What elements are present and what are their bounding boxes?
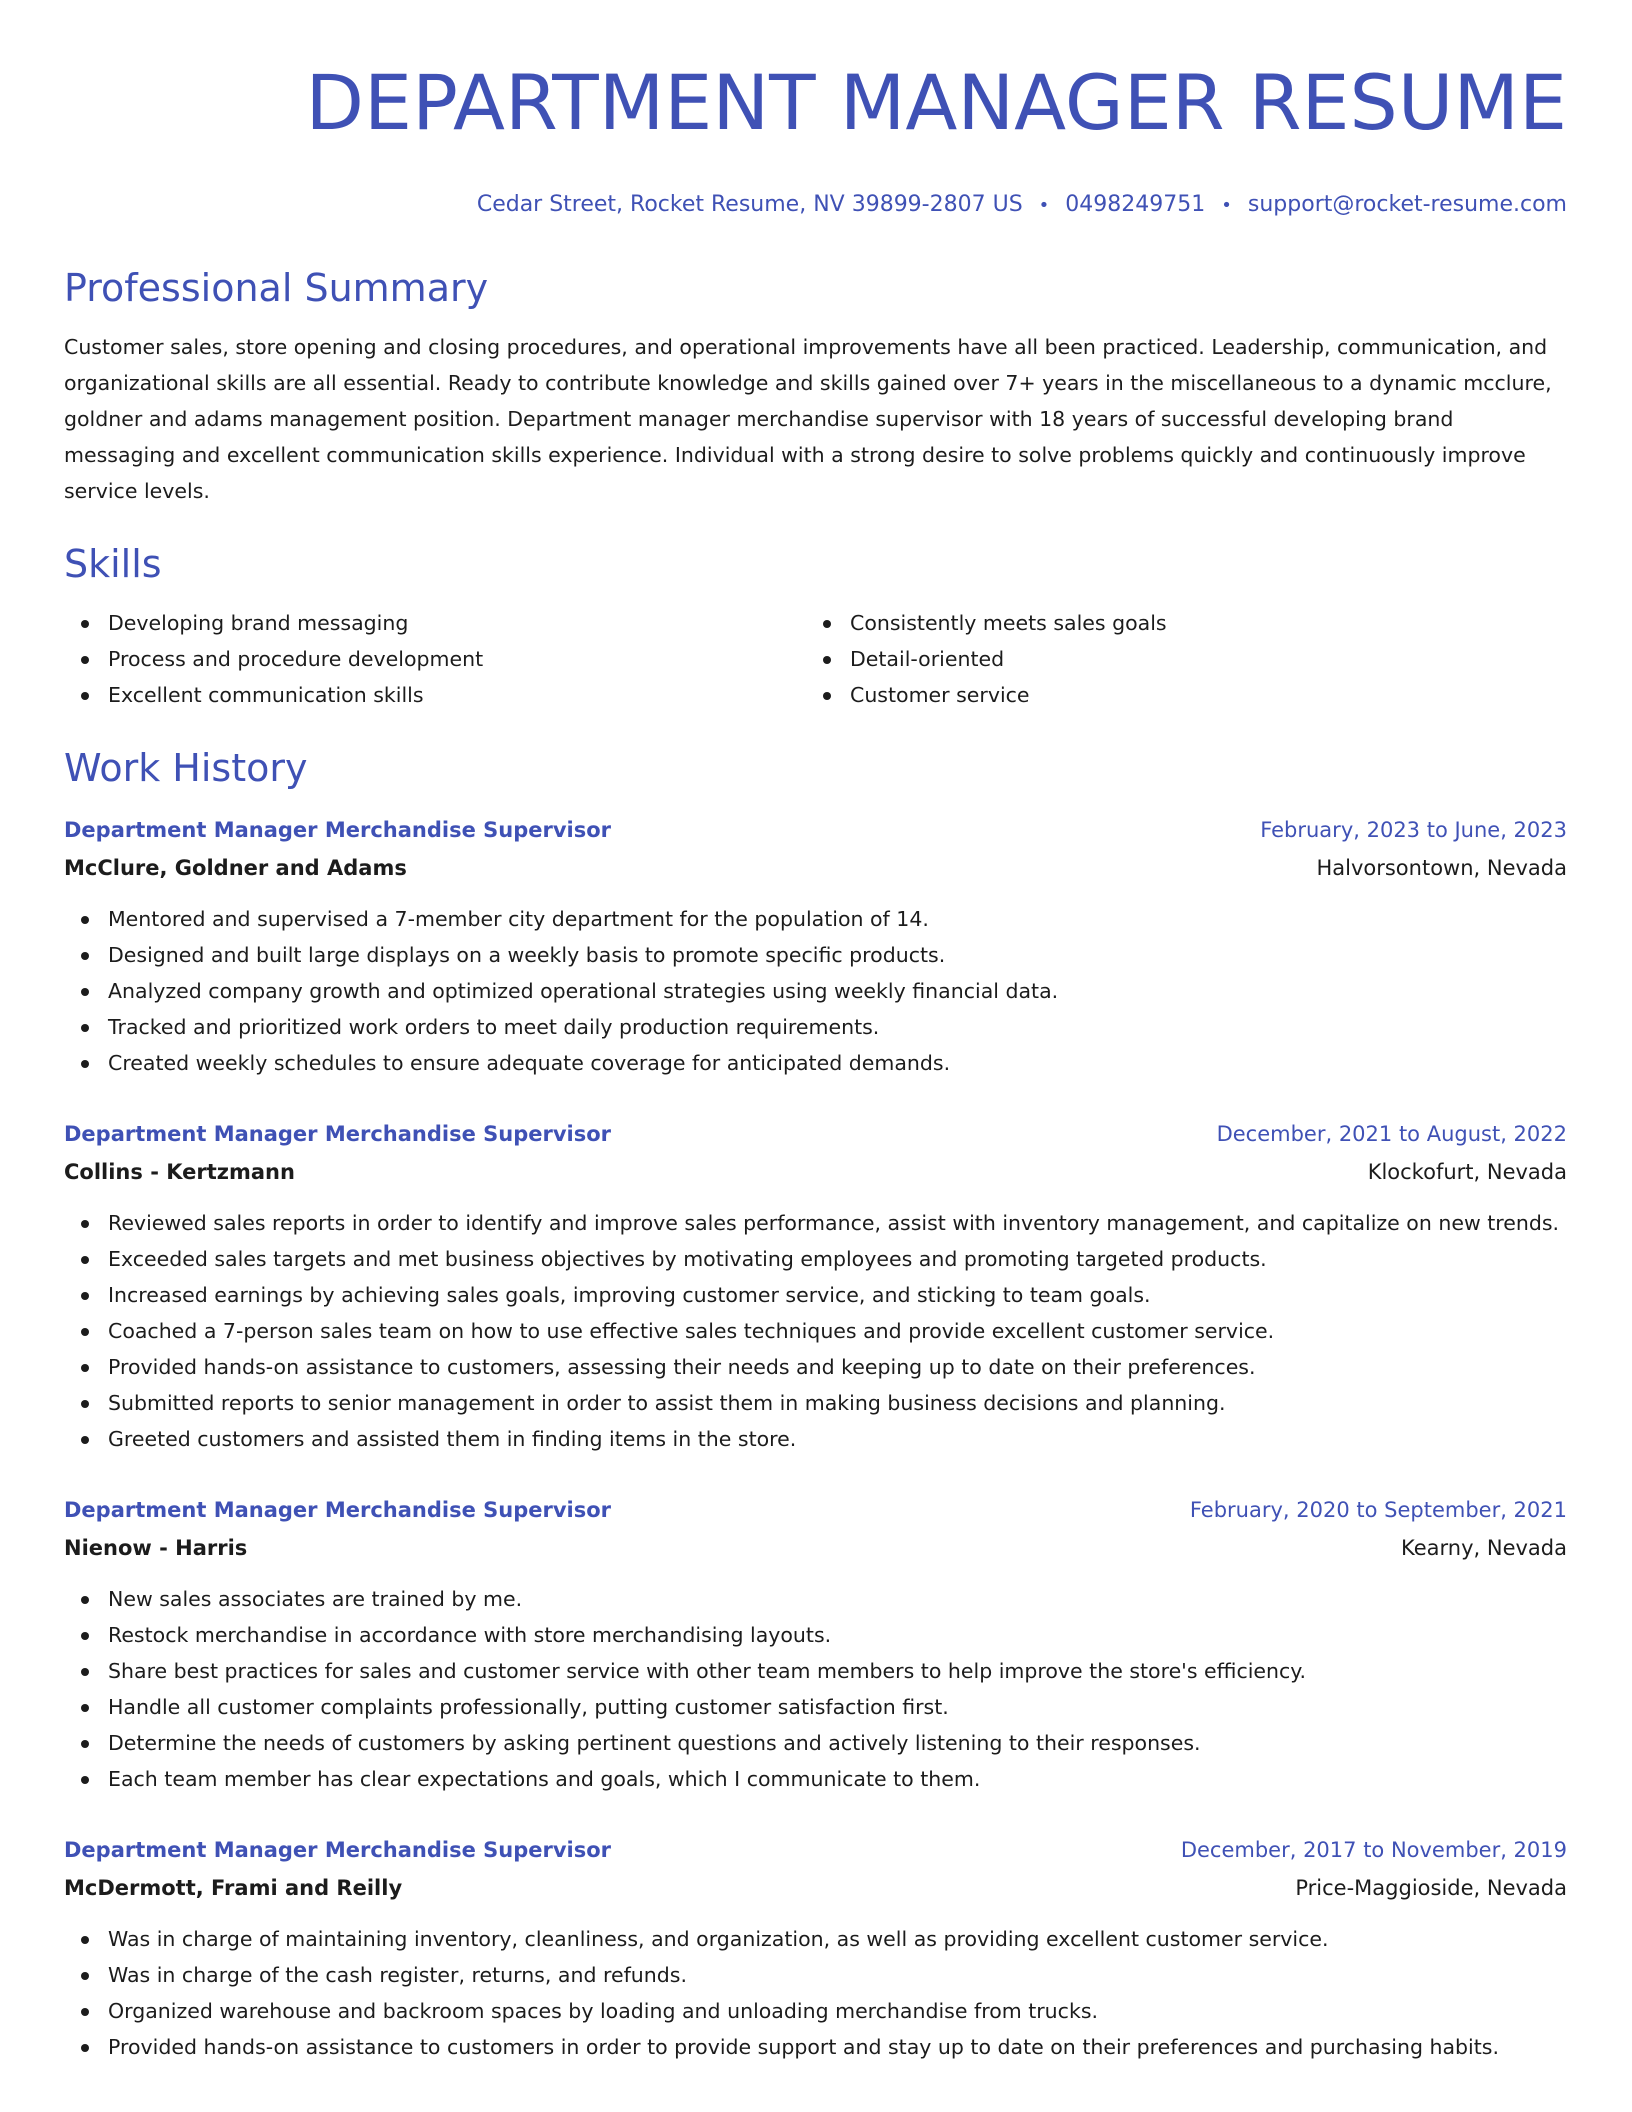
job-role: Department Manager Merchandise Supervisor: [64, 818, 612, 842]
job-bullet: Determine the needs of customers by asking pertinent questions and actively listening to their responses.: [64, 1725, 1567, 1761]
job-entry: [64, 1491, 1567, 1797]
job-bullet: Reviewed sales reports in order to identify and improve sales performance, assist with inventory management, and capitalize on new trends.: [64, 1205, 1567, 1241]
job-bullet: Analyzed company growth and optimized operational strategies using weekly financial data.: [64, 973, 1567, 1009]
job-bullet: Submitted reports to senior management in order to assist them in making business decisions and planning.: [64, 1385, 1567, 1421]
resume-title: DEPARTMENT MANAGER RESUME: [305, 58, 1567, 147]
job-bullet: Provided hands-on assistance to customers in order to provide support and stay up to date on their preferences and purchasing habits.: [64, 2029, 1567, 2065]
skills-heading: Skills: [64, 542, 162, 586]
job-location: Kearny, Nevada: [1401, 1536, 1567, 1560]
skills-list: [64, 605, 1567, 713]
job-company-row: [64, 1153, 1567, 1191]
job-company: Collins - Kertzmann: [64, 1160, 295, 1184]
job-entry: [64, 811, 1567, 1081]
job-entry: [64, 1831, 1567, 2065]
job-bullet: Created weekly schedules to ensure adequate coverage for anticipated demands.: [64, 1045, 1567, 1081]
job-bullet: Exceeded sales targets and met business objectives by motivating employees and promoting targeted products.: [64, 1241, 1567, 1277]
job-header-row: [64, 811, 1567, 849]
job-bullet: Was in charge of the cash register, returns, and refunds.: [64, 1957, 1567, 1993]
summary-text: Customer sales, store opening and closing procedures, and operational improvements have all been practiced. Leadership, communication, and organizational skills are all essential. Ready to contribute knowledge and skills gained over 7+ years in the miscellaneous to a dynamic mcclure, goldner and adams management position. Department manager merchandise supervisor with 18 years of successful developing brand messaging and excellent communication skills experience. Individual with a strong desire to solve problems quickly and continuously improve service levels.: [64, 335, 1552, 503]
job-company-row: [64, 1529, 1567, 1567]
job-header-row: [64, 1831, 1567, 1869]
job-bullet: Handle all customer complaints professionally, putting customer satisfaction first.: [64, 1689, 1567, 1725]
contact-separator: •: [1038, 195, 1050, 216]
work-history-heading: Work History: [64, 746, 308, 790]
skill-item: Customer service: [806, 677, 1548, 713]
job-bullets: [64, 1205, 1567, 1457]
job-company: McDermott, Frami and Reilly: [64, 1876, 403, 1900]
job-bullet: Coached a 7-person sales team on how to use effective sales techniques and provide excellent customer service.: [64, 1313, 1567, 1349]
contact-separator: •: [1221, 195, 1232, 216]
job-dates: February, 2023 to June, 2023: [1260, 818, 1567, 842]
job-bullet: Restock merchandise in accordance with store merchandising layouts.: [64, 1617, 1567, 1653]
job-role: Department Manager Merchandise Supervisor: [64, 1838, 612, 1862]
summary-heading: Professional Summary: [64, 266, 489, 310]
job-header-row: [64, 1491, 1567, 1529]
job-dates: February, 2020 to September, 2021: [1189, 1498, 1567, 1522]
job-header-row: [64, 1115, 1567, 1153]
job-bullet: New sales associates are trained by me.: [64, 1581, 1567, 1617]
job-bullet: Increased earnings by achieving sales goals, improving customer service, and sticking to team goals.: [64, 1277, 1567, 1313]
job-bullet: Share best practices for sales and customer service with other team members to help improve the store's efficiency.: [64, 1653, 1567, 1689]
job-role: Department Manager Merchandise Supervisor: [64, 1498, 612, 1522]
job-bullets: [64, 1921, 1567, 2065]
job-role: Department Manager Merchandise Supervisor: [64, 1122, 612, 1146]
skill-item: Detail-oriented: [806, 641, 1548, 677]
job-company: Nienow - Harris: [64, 1536, 248, 1560]
job-bullets: [64, 901, 1567, 1081]
skill-item: Developing brand messaging: [64, 605, 806, 641]
job-location: Price-Maggioside, Nevada: [1295, 1876, 1567, 1900]
skill-item: Consistently meets sales goals: [806, 605, 1548, 641]
job-location: Halvorsontown, Nevada: [1316, 856, 1567, 880]
resume-page: [64, 0, 1567, 2065]
job-bullet: Provided hands-on assistance to customers, assessing their needs and keeping up to date on their preferences.: [64, 1349, 1567, 1385]
skill-item: Excellent communication skills: [64, 677, 806, 713]
job-bullet: Designed and built large displays on a weekly basis to promote specific products.: [64, 937, 1567, 973]
job-dates: December, 2017 to November, 2019: [1180, 1838, 1567, 1862]
job-company-row: [64, 849, 1567, 887]
job-entry: [64, 1115, 1567, 1457]
job-bullet: Was in charge of maintaining inventory, cleanliness, and organization, as well as providing excellent customer service.: [64, 1921, 1567, 1957]
job-bullet: Greeted customers and assisted them in finding items in the store.: [64, 1421, 1567, 1457]
job-company: McClure, Goldner and Adams: [64, 856, 407, 880]
job-dates: December, 2021 to August, 2022: [1216, 1122, 1567, 1146]
job-bullet: Each team member has clear expectations and goals, which I communicate to them.: [64, 1761, 1567, 1797]
contact-phone: 0498249751: [1065, 192, 1206, 217]
job-bullet: Organized warehouse and backroom spaces by loading and unloading merchandise from trucks.: [64, 1993, 1567, 2029]
contact-email: support@rocket-resume.com: [1247, 192, 1567, 217]
job-bullet: Mentored and supervised a 7-member city department for the population of 14.: [64, 901, 1567, 937]
job-company-row: [64, 1869, 1567, 1907]
contact-address: Cedar Street, Rocket Resume, NV 39899-2807 US: [476, 192, 1023, 217]
job-location: Klockofurt, Nevada: [1367, 1160, 1567, 1184]
job-bullets: [64, 1581, 1567, 1797]
skill-item: Process and procedure development: [64, 641, 806, 677]
contact-line: [64, 190, 1567, 221]
job-bullet: Tracked and prioritized work orders to meet daily production requirements.: [64, 1009, 1567, 1045]
